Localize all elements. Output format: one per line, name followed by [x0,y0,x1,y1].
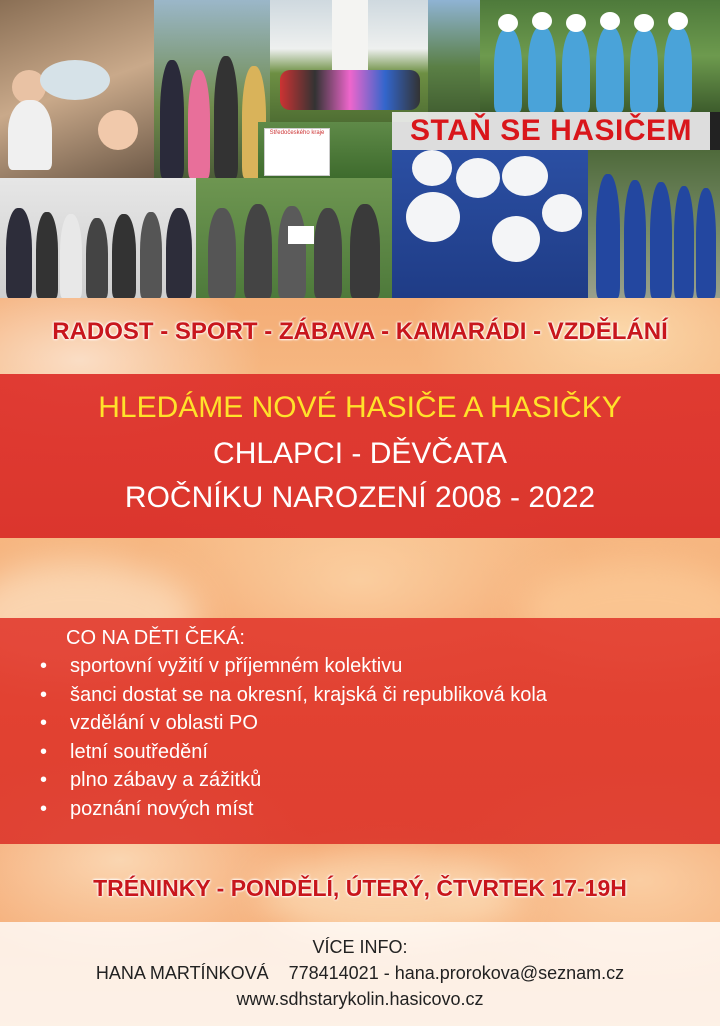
photo-collage [0,0,720,298]
sign-board: Středočeského kraje [264,128,330,176]
photo-team-diploma [196,178,392,298]
list-item: • poznání nových míst [40,797,254,820]
photo-group-tower [270,0,428,122]
photo-kids-outdoor [154,0,270,178]
contact-line [0,962,720,984]
contact-website[interactable]: www.sdhstarykolin.hasicovo.cz [236,989,484,1009]
photo-landscape [428,0,480,122]
photo-kids-helmets [392,150,588,298]
banner-join-firefighters: STAŇ SE HASIČEM [392,112,710,150]
photo-sign [258,122,392,178]
training-schedule: TRÉNINKY - PONDĚLÍ, ÚTERÝ, ČTVRTEK 17-19H [93,875,627,901]
headline-band [0,374,720,538]
list-item: • letní soutředění [40,740,208,763]
contact-name: HANA MARTÍNKOVÁ [95,963,269,983]
offer-title: CO NA DĚTI ČEKÁ: [66,627,245,649]
list-item: • plno zábavy a zážitků [40,769,262,791]
contact-email[interactable]: - hana.prorokova@seznam.cz [383,963,625,983]
offer-list [40,652,547,823]
photo-team-helmets [480,0,720,112]
list-item: • šanci dostat se na okresní, krajská či republiková kola [40,683,547,706]
list-item: • vzdělání v oblasti PO [40,712,258,734]
contact-label: VÍCE INFO: [312,937,408,957]
photo-girls-medals [588,150,720,298]
contact-phone: 778414021 [288,963,379,983]
headline-gender: CHLAPCI - DĚVČATA [213,437,507,470]
headline-years: ROČNÍKU NAROZENÍ 2008 - 2022 [124,481,596,514]
slogan: RADOST - SPORT - ZÁBAVA - KAMARÁDI - VZDĚLÁNÍ [52,318,668,345]
headline-main: HLEDÁME NOVÉ HASIČE A HASIČKY [98,391,622,424]
photo-awards [0,178,196,298]
list-item: • sportovní vyžití v příjemném kolektivu [40,655,403,677]
contact-panel [0,922,720,1026]
offer-band [0,618,720,844]
photo-kids-table [0,0,154,178]
